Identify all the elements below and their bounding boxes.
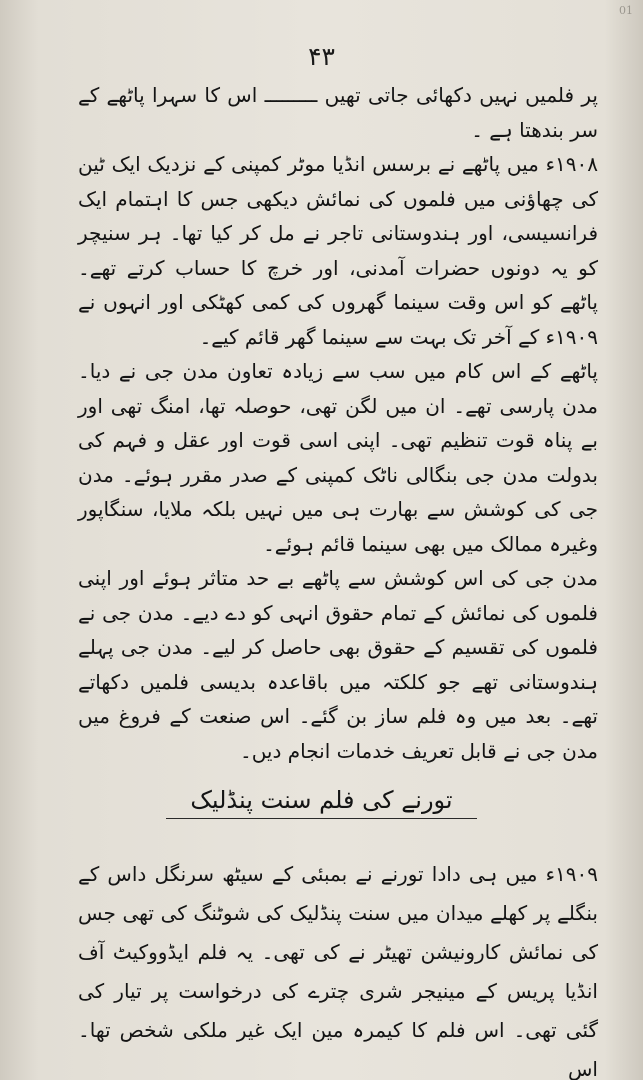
paragraph-1: پر فلمیں نہیں دکھائی جاتی تھیں ـــــــــ اس کا سہرا پاٹھے کے سر بندھتا ہے ۔ xyxy=(78,83,598,142)
scan-corner-mark: 01 xyxy=(619,4,633,17)
section-heading-container xyxy=(0,786,643,819)
paragraph-3: پاٹھے کے اس کام میں سب سے زیادہ تعاون مدن جی نے دیا۔ مدن پارسی تھے۔ ان میں لگن تھی، حوصلہ تھا، امنگ تھی اور بے پناہ قوت تنظیم تھی۔ اپنی اسی قوت اور عقل و فہم کی بدولت مدن جی بنگالی ناٹک کمپنی کے صدر مقرر ہوئے۔ مدن جی کی کوشش سے بھارت ہی میں نہیں بلکہ ملایا، سنگاپور وغیرہ ممالک میں بھی سینما قائم ہوئے۔ xyxy=(78,359,598,556)
main-text-block xyxy=(78,78,598,768)
paragraph-4: مدن جی کی اس کوشش سے پاٹھے بے حد متاثر ہوئے اور اپنی فلموں کی نمائش کے تمام حقوق انہی کو دے دیے۔ مدن جی نے فلموں کی تقسیم کے حقوق بھی حاصل کر لیے۔ مدن جی پہلے ہندوستانی تھے جو کلکتہ میں باقاعدہ بدیسی فلمیں دکھاتے تھے۔ بعد میں وہ فلم ساز بن گئے۔ اس صنعت کے فروغ میں مدن جی نے قابل تعریف خدمات انجام دیں۔ xyxy=(78,566,598,763)
section-text-block xyxy=(78,855,598,1080)
paragraph-2: ۱۹۰۸ء میں پاٹھے نے برسس انڈیا موٹر کمپنی کے نزدیک ایک ٹین کی چھاؤنی میں فلموں کی نمائش دیکھی جس کا اہتمام ایک فرانسیسی، اور ہندوستانی تاجر نے مل کر کیا تھا۔ ہر سنیچر کو یہ دونوں حضرات آمدنی، اور خرچ کا حساب کرتے تھے۔ پاٹھے کو اس وقت سینما گھروں کی کمی کھٹکی اور انہوں نے ۱۹۰۹ء کے آخر تک بہت سے سینما گھر قائم کیے۔ xyxy=(78,152,598,349)
section-paragraph-1: ۱۹۰۹ء میں ہی دادا تورنے نے بمبئی کے سیٹھ سرنگل داس کے بنگلے پر کھلے میدان میں سنت پنڈلیک کی شوٹنگ کی تھی جس کی نمائش کارونیشن تھیٹر نے کی تھی۔ یہ فلم ایڈووکیٹ آف انڈیا پریس کے مینیجر شری چترے کی درخواست پر تیار کی گئی تھی۔ اس فلم کا کیمرہ مین ایک غیر ملکی شخص تھا۔ اس xyxy=(78,862,598,1080)
section-heading: تورنے کی فلم سنت پنڈلیک xyxy=(166,786,476,819)
page-number: ۴۳ xyxy=(308,42,335,71)
